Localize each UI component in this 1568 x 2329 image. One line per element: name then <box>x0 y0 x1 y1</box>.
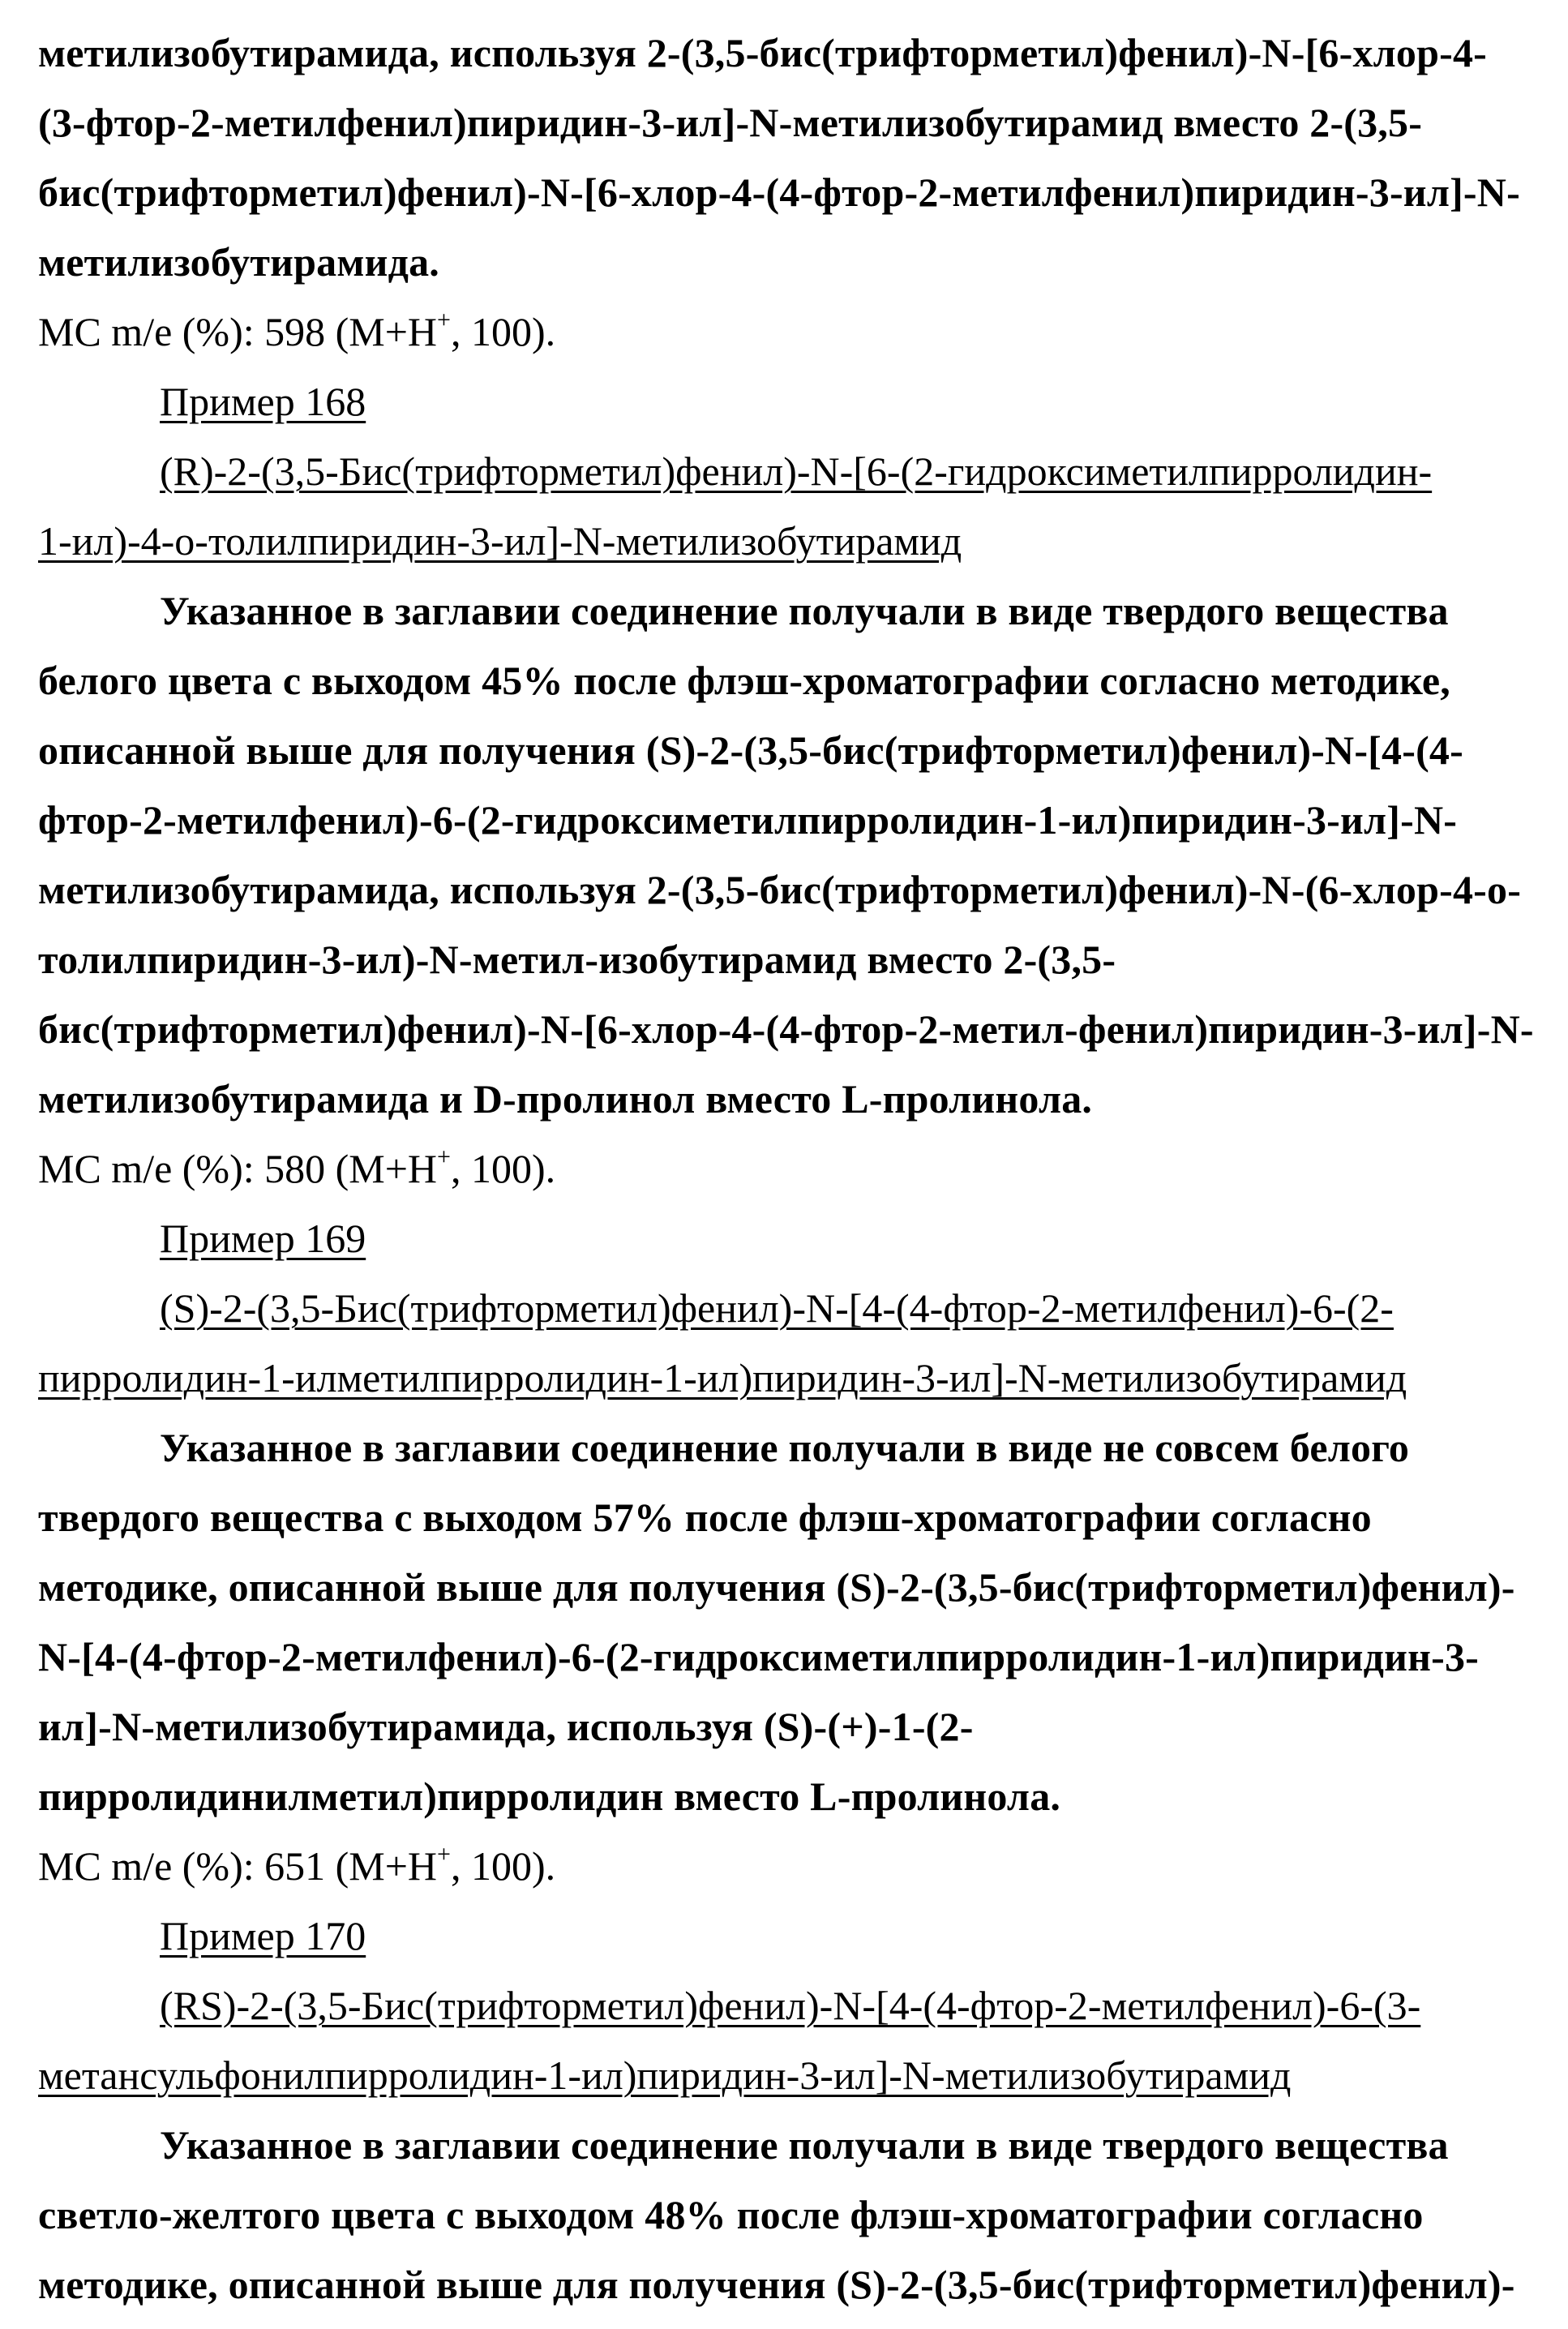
paragraph-line: описанной выше для получения (S)-2-(3,5-бис(трифторметил)фенил)-N-[4-(4- <box>38 727 1463 773</box>
paragraph-line: методике, описанной выше для получения (S)-2-(3,5-бис(трифторметил)фенил)- <box>38 1564 1515 1610</box>
paragraph-line: белого цвета с выходом 45% после флэш-хроматографии согласно методике, <box>38 658 1451 703</box>
paragraph-line: светло-желтого цвета с выходом 48% после флэш-хроматографии согласно <box>38 2192 1424 2237</box>
paragraph-line: толилпиридин-3-ил)-N-метил-изобутирамид вместо 2-(3,5- <box>38 937 1116 982</box>
paragraph-line: методике, описанной выше для получения (S)-2-(3,5-бис(трифторметил)фенил)- <box>38 2262 1515 2307</box>
compound-title-line: (S)-2-(3,5-Бис(трифторметил)фенил)-N-[4-(4-фтор-2-метилфенил)-6-(2- <box>160 1285 1394 1331</box>
example-heading: Пример 169 <box>160 1216 366 1261</box>
paragraph-line: твердого вещества с выходом 57% после флэш-хроматографии согласно <box>38 1495 1372 1540</box>
paragraph-line: N-[4-(4-фтор-2-метилфенил)-6-(2-гидроксиметилпирролидин-1-ил)пиридин-3- <box>38 1634 1479 1679</box>
paragraph-line: (3-фтор-2-метилфенил)пиридин-3-ил]-N-метилизобутирамид вместо 2-(3,5- <box>38 100 1423 145</box>
paragraph-line: метилизобутирамида, используя 2-(3,5-бис(трифторметил)фенил)-N-[6-хлор-4- <box>38 30 1488 75</box>
compound-title-line: пирролидин-1-илметилпирролидин-1-ил)пиридин-3-ил]-N-метилизобутирамид <box>38 1355 1407 1400</box>
paragraph-line: Указанное в заглавии соединение получали в виде твердого вещества <box>160 2122 1449 2168</box>
mass-spec-line: MC m/e (%): 580 (M+H+, 100). <box>38 1143 556 1191</box>
paragraph-line: бис(трифторметил)фенил)-N-[6-хлор-4-(4-фтор-2-метил-фенил)пиридин-3-ил]-N- <box>38 1006 1534 1052</box>
compound-title-line: метансульфонилпирролидин-1-ил)пиридин-3-ил]-N-метилизобутирамид <box>38 2052 1292 2098</box>
paragraph-line: Указанное в заглавии соединение получали в виде твердого вещества <box>160 588 1449 633</box>
compound-title-line: 1-ил)-4-о-толилпиридин-3-ил]-N-метилизобутирамид <box>38 518 962 564</box>
compound-title-line: (RS)-2-(3,5-Бис(трифторметил)фенил)-N-[4-(4-фтор-2-метилфенил)-6-(3- <box>160 1983 1421 2028</box>
mass-spec-line: MC m/e (%): 598 (M+H+, 100). <box>38 307 556 354</box>
paragraph-line: ил]-N-метилизобутирамида, используя (S)-(+)-1-(2- <box>38 1704 974 1749</box>
mass-spec-line: MC m/e (%): 651 (M+H+, 100). <box>38 1841 556 1889</box>
paragraph-line: метилизобутирамида и D-пролинол вместо L-пролинола. <box>38 1076 1093 1122</box>
paragraph-line: пирролидинилметил)пирролидин вместо L-пролинола. <box>38 1774 1061 1819</box>
paragraph-line: метилизобутирамида. <box>38 239 440 285</box>
example-heading: Пример 170 <box>160 1913 366 1958</box>
paragraph-line: Указанное в заглавии соединение получали в виде не совсем белого <box>160 1425 1410 1470</box>
paragraph-line: бис(трифторметил)фенил)-N-[6-хлор-4-(4-фтор-2-метилфенил)пиридин-3-ил]-N- <box>38 169 1520 215</box>
paragraph-line: фтор-2-метилфенил)-6-(2-гидроксиметилпирролидин-1-ил)пиридин-3-ил]-N- <box>38 797 1458 843</box>
example-heading: Пример 168 <box>160 379 366 424</box>
paragraph-line: метилизобутирамида, используя 2-(3,5-бис(трифторметил)фенил)-N-(6-хлор-4-о- <box>38 867 1522 912</box>
compound-title-line: (R)-2-(3,5-Бис(трифторметил)фенил)-N-[6-(2-гидроксиметилпирролидин- <box>160 448 1433 494</box>
